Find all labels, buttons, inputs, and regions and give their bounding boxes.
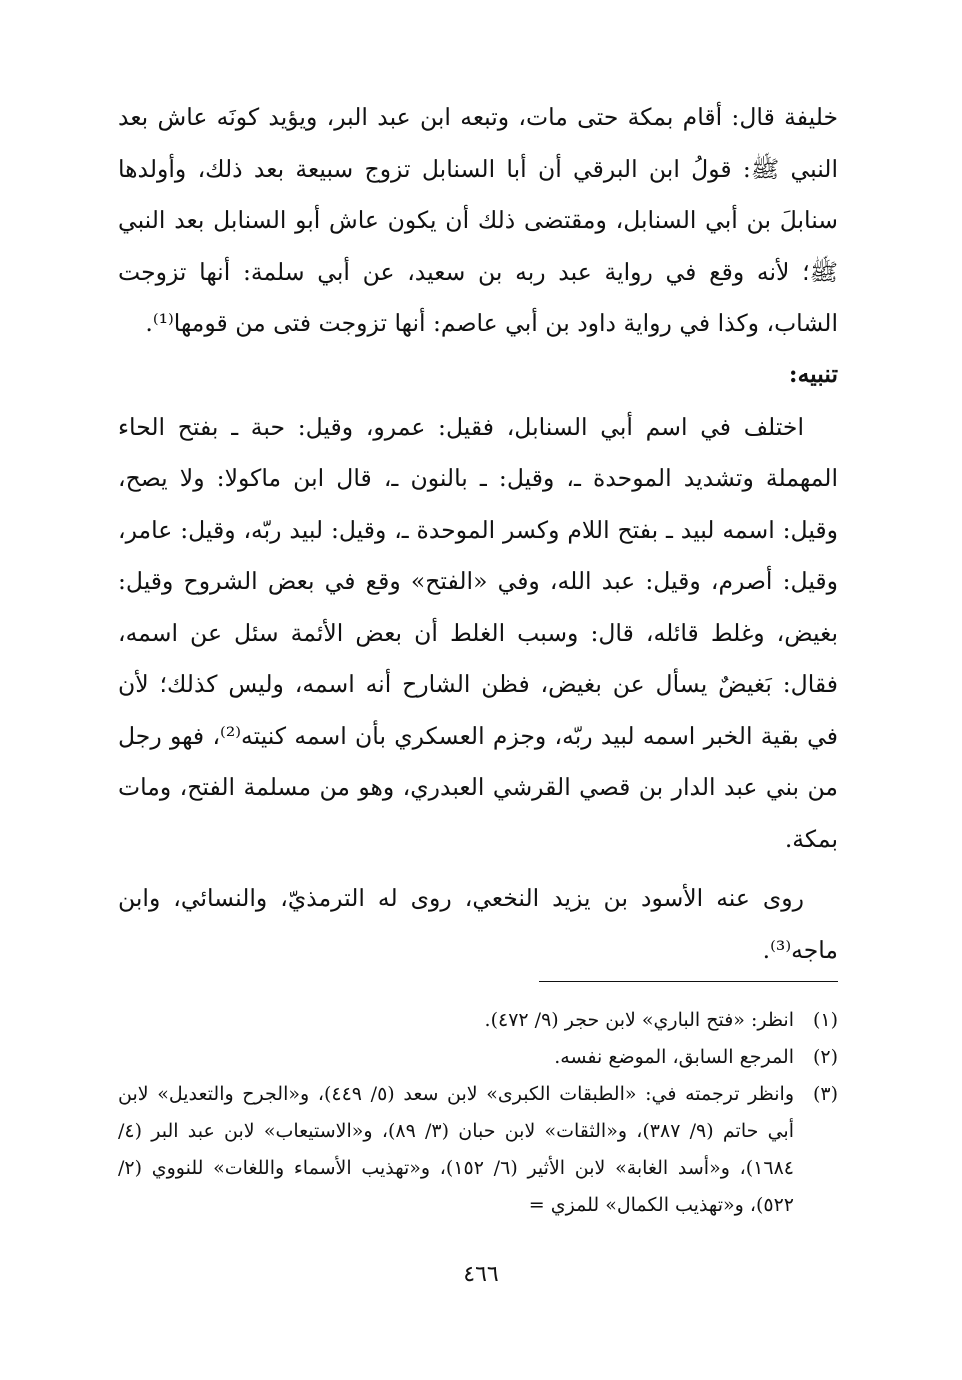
main-text: [118, 92, 838, 976]
paragraph-3: روى عنه الأسود بن يزيد النخعي، روى له الترمذيّ، والنسائي، وابن ماجه⁽³⁾.: [118, 884, 838, 964]
paragraph-1: خليفة قال: أقام بمكة حتى مات، وتبعه ابن عبد البر، ويؤيد كونَه عاش بعد النبي ﷺ: قولُ ابن البرقي أن أبا السنابل تزوج سبيعة بعد ذلك، وأولدها سنابلَ بن أبي السنابل، ومقتضى ذلك أن يكون عاش أبو السنابل بعد النبي ﷺ؛ لأنه وقع في رواية عبد ربه بن سعيد، عن أبي سلمة: أنها تزوجت الشاب، وكذا في رواية داود بن أبي عاصم: أنها تزوجت فتى من قومها⁽¹⁾.: [118, 103, 838, 337]
footnote-number: (٢): [812, 1046, 838, 1068]
paragraph-gap: [118, 865, 838, 873]
section-heading: تنبيه:: [788, 359, 838, 388]
footnote-text: انظر: «فتح الباري» لابن حجر (٩/ ٤٧٢).: [484, 1009, 794, 1031]
footnotes: [118, 1002, 838, 1224]
footnote-1: [118, 1002, 838, 1039]
footnote-2: [118, 1039, 838, 1076]
footnote-divider: [539, 981, 838, 982]
footnote-text: وانظر ترجمته في: «الطبقات الكبرى» لابن سعد (٥/ ٤٤٩)، و«الجرح والتعديل» لابن أبي حاتم (٩/ ٣٨٧)، و«الثقات» لابن حبان (٣/ ٨٩)، و«الاستيعاب» لابن عبد البر (٤/ ١٦٨٤)، و«أسد الغابة» لابن الأثير (٦/ ١٥٢)، و«تهذيب الأسماء واللغات» للنووي (٢/ ٥٢٢)، و«تهذيب الكمال» للمزي =: [118, 1083, 794, 1216]
paragraph-2: اختلف في اسم أبي السنابل، فقيل: عمرو، وقيل: حبة ـ بفتح الحاء المهملة وتشديد الموحدة ـ، وقيل: ـ بالنون ـ، قال ابن ماكولا: ولا يصح، وقيل: اسمه لبيد ـ بفتح اللام وكسر الموحدة ـ، وقيل: لبيد ربّه، وقيل: عامر، وقيل: أصرم، وقيل: عبد الله، وفي «الفتح» وقع في بعض الشروح وقيل: بغيض، وغلط قائله، قال: وسبب الغلط أن بعض الأئمة سئل عن اسمه، فقال: بَغيضٌ يسأل عن بغيض، فظن الشارح أنه اسمه، وليس كذلك؛ لأن في بقية الخبر اسمه لبيد ربّه، وجزم العسكري بأن اسمه كنيته⁽²⁾، فهو رجل من بني عبد الدار بن قصي القرشي العبدري، وهو من مسلمة الفتح، ومات بمكة.: [118, 412, 838, 853]
footnote-text: المرجع السابق، الموضع نفسه.: [554, 1046, 794, 1068]
footnote-3: [118, 1076, 838, 1224]
footnote-number: (٣): [812, 1083, 838, 1105]
page-number: ٤٦٦: [463, 1262, 499, 1287]
footnote-number: (١): [812, 1009, 838, 1031]
